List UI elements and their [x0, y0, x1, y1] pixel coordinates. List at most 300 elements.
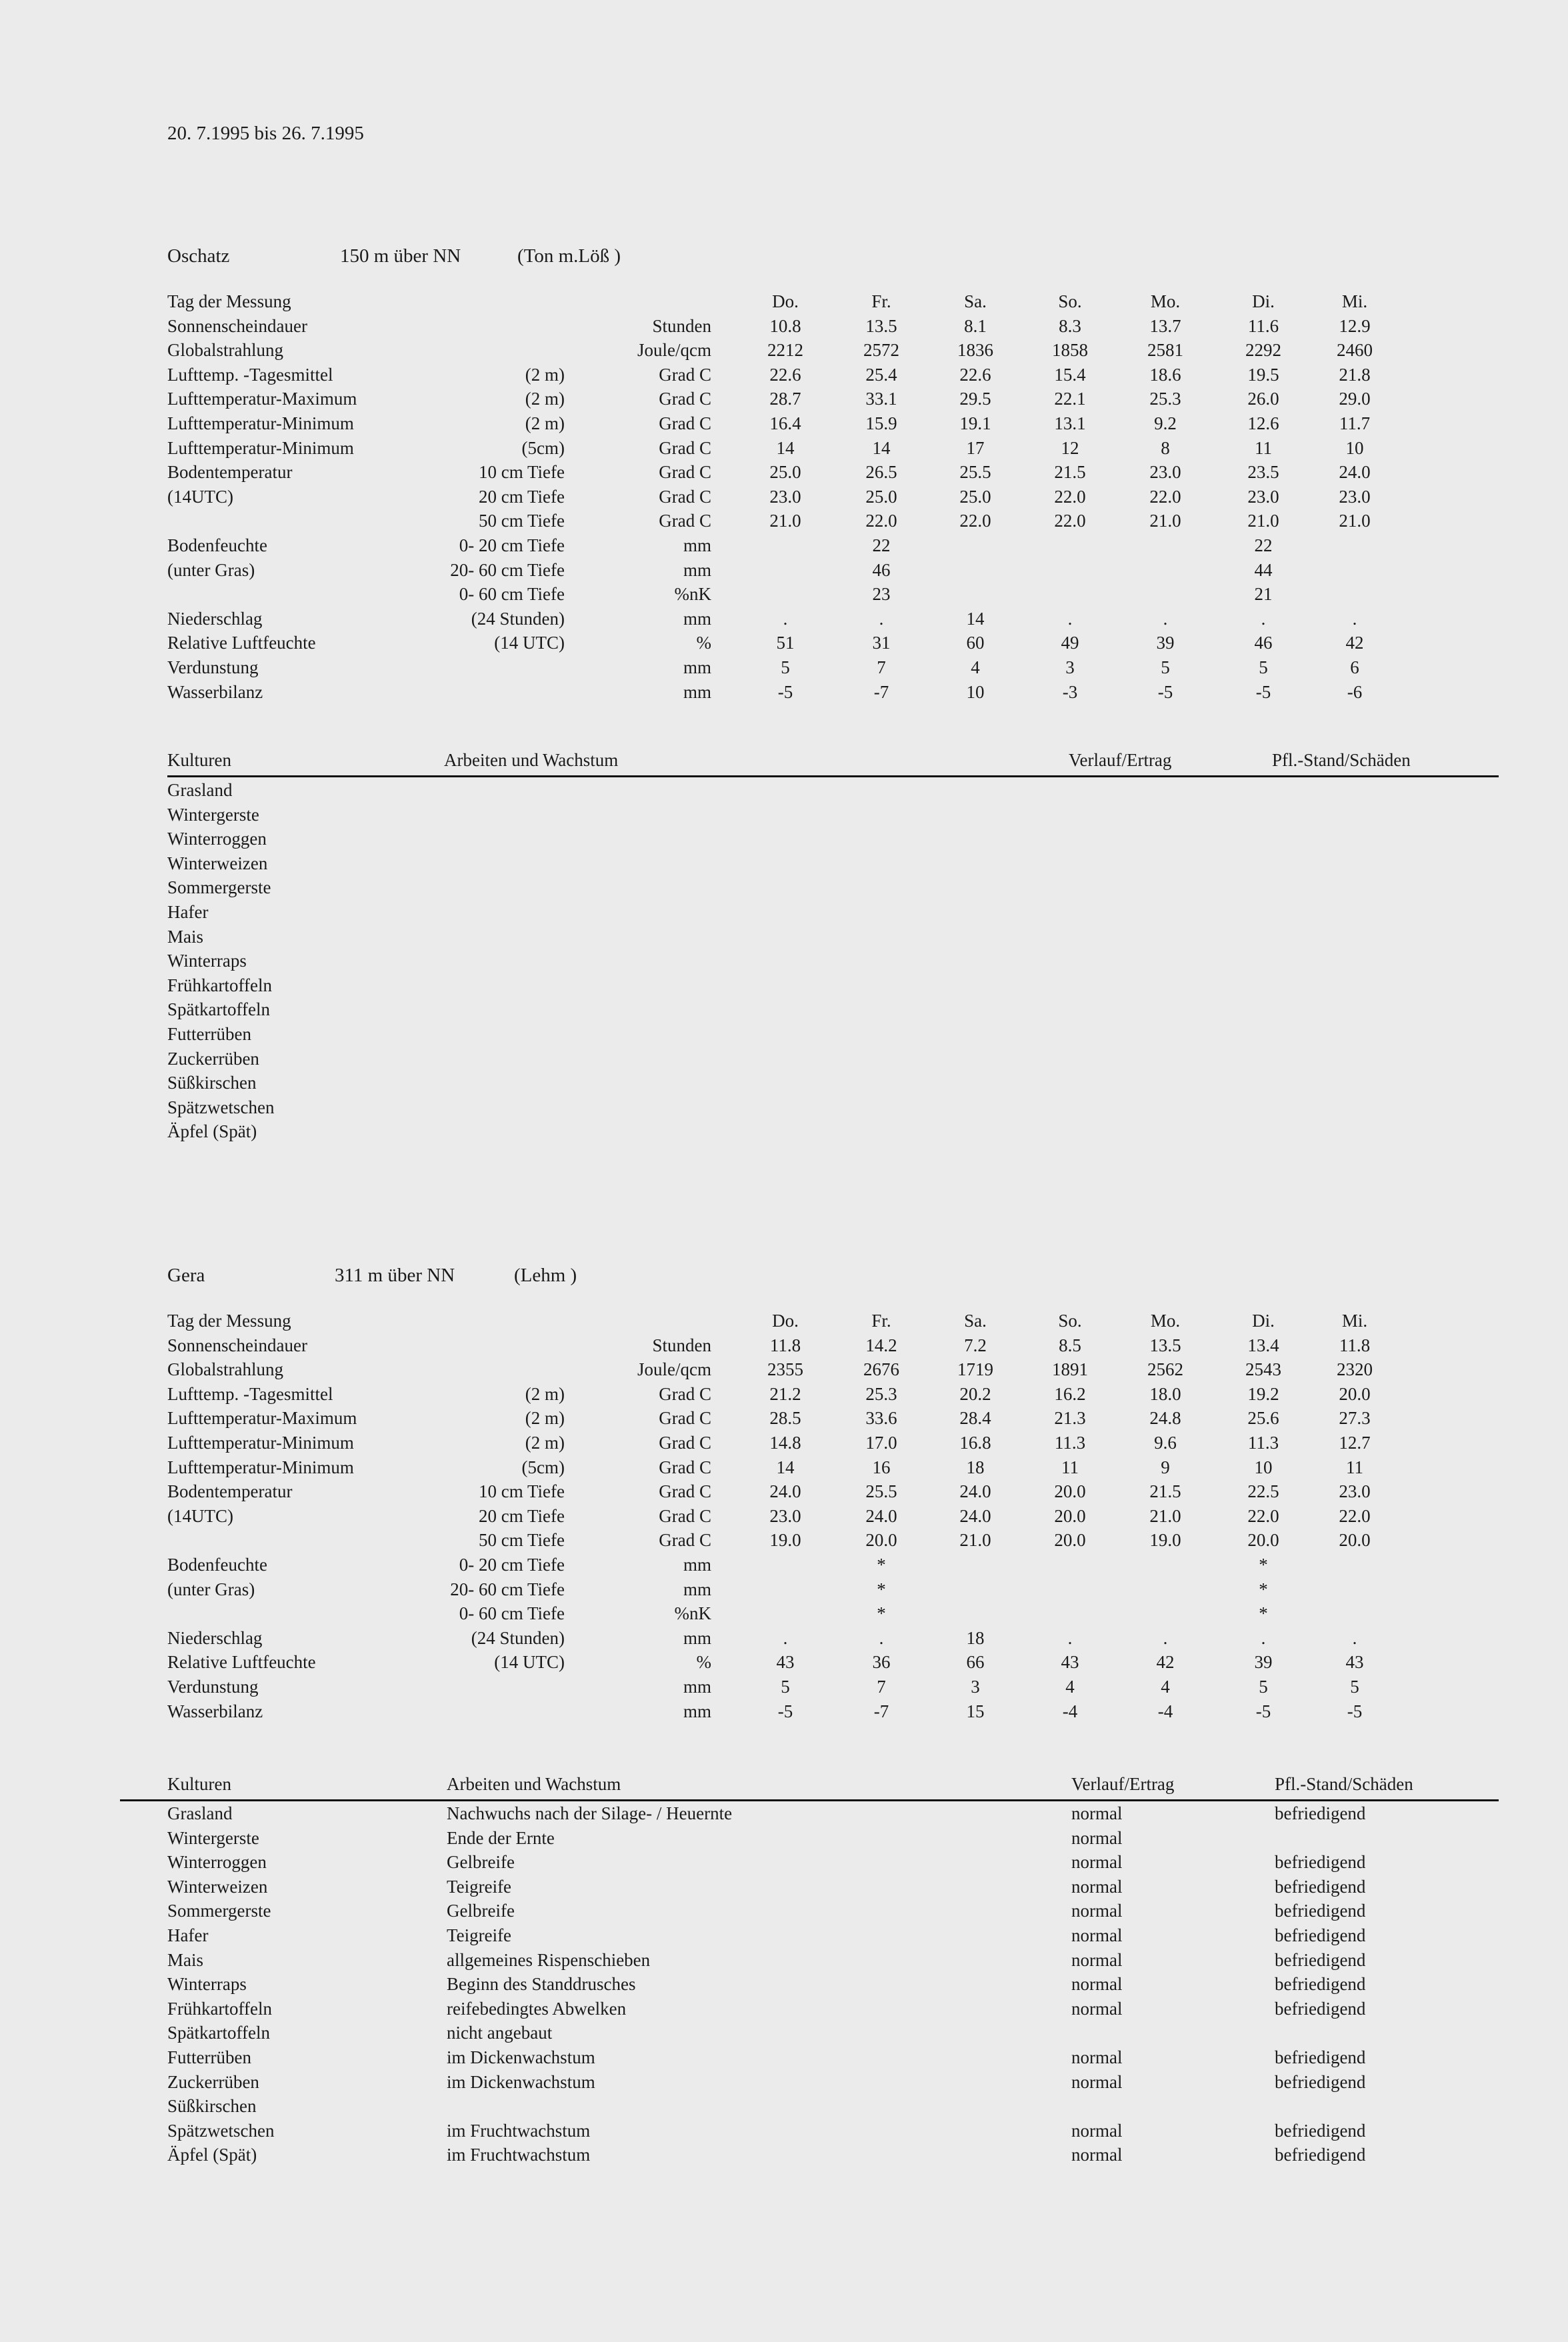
kultur-name: Sommergerste	[167, 1901, 271, 1921]
measurement-row	[0, 535, 1568, 559]
kultur-arbeiten: nicht angebaut	[447, 2023, 553, 2043]
day-label: Mo.	[1150, 291, 1181, 311]
value-cell: 51	[776, 633, 795, 653]
kultur-name: Winterraps	[167, 1974, 247, 1995]
value-cell: .	[1163, 608, 1168, 629]
row-label: Globalstrahlung	[167, 1359, 283, 1380]
kultur-stand: befriedigend	[1275, 2071, 1366, 2092]
kultur-verlauf: normal	[1071, 1827, 1123, 1848]
value-cell: 2212	[767, 340, 803, 361]
value-cell: 25.0	[959, 486, 991, 507]
day-label: Mi.	[1341, 291, 1368, 311]
kultur-name: Zuckerrüben	[167, 1048, 259, 1069]
row-label: Lufttemperatur-Maximum	[167, 1408, 357, 1429]
measurement-row	[0, 389, 1568, 413]
row-unit: Grad C	[659, 1457, 711, 1477]
row-spec: 20- 60 cm Tiefe	[450, 1579, 565, 1599]
kultur-row	[0, 1999, 1568, 2023]
row-label: Wasserbilanz	[167, 1701, 263, 1721]
value-cell: -5	[777, 681, 793, 702]
measurement-row	[0, 316, 1568, 340]
kultur-row	[0, 951, 1568, 975]
row-unit: mm	[683, 608, 711, 629]
row-unit: Grad C	[659, 364, 711, 385]
value-cell: .	[783, 1627, 788, 1648]
measurement-row	[0, 657, 1568, 681]
value-cell: 3	[1065, 657, 1075, 677]
day-label: Mo.	[1150, 1311, 1181, 1331]
row-unit: %nK	[674, 1603, 711, 1624]
value-cell: 11.8	[769, 1335, 801, 1355]
value-cell: 3	[971, 1677, 980, 1697]
row-spec: 0- 60 cm Tiefe	[459, 584, 565, 605]
row-unit: Grad C	[659, 437, 711, 458]
row-spec: 10 cm Tiefe	[478, 462, 565, 483]
day-label: Mi.	[1341, 1311, 1368, 1331]
value-cell: .	[783, 608, 788, 629]
day-label: So.	[1058, 291, 1082, 311]
row-spec: (24 Stunden)	[471, 608, 565, 629]
value-cell: *	[1259, 1603, 1268, 1624]
station-name: Oschatz	[167, 245, 230, 267]
value-cell: 15	[966, 1701, 985, 1721]
stand-col-header: Pfl.-Stand/Schäden	[1272, 750, 1411, 770]
value-cell: 14	[776, 437, 795, 458]
value-cell: 22.6	[769, 364, 801, 385]
kultur-row	[0, 1828, 1568, 1852]
row-unit: Stunden	[652, 315, 711, 336]
value-cell: 15.4	[1054, 364, 1086, 385]
row-label: Bodentemperatur	[167, 462, 293, 483]
kultur-stand: befriedigend	[1275, 1901, 1366, 1921]
value-cell: 13.7	[1149, 315, 1181, 336]
value-cell: -4	[1157, 1701, 1173, 1721]
value-cell: 25.5	[959, 462, 991, 483]
value-cell: 11	[1346, 1457, 1363, 1477]
value-cell: 12.7	[1339, 1433, 1371, 1453]
measurement-row	[0, 340, 1568, 364]
day-label: Do.	[772, 1311, 799, 1331]
row-unit: Grad C	[659, 1505, 711, 1526]
kultur-stand: befriedigend	[1275, 2145, 1366, 2165]
value-cell: 23.0	[1247, 486, 1279, 507]
value-cell: 5	[1350, 1677, 1359, 1697]
value-cell: -3	[1062, 681, 1078, 702]
kulturen-header	[0, 1774, 1568, 1798]
value-cell: 11.8	[1339, 1335, 1371, 1355]
row-spec: 50 cm Tiefe	[478, 511, 565, 531]
kultur-verlauf: normal	[1071, 1998, 1123, 2019]
value-cell: 21.0	[1149, 511, 1181, 531]
value-cell: 2543	[1245, 1359, 1281, 1380]
row-unit: %	[696, 1652, 711, 1673]
kultur-stand: befriedigend	[1275, 1998, 1366, 2019]
measurement-row	[0, 560, 1568, 584]
value-cell: 22.6	[959, 364, 991, 385]
value-cell: 33.6	[865, 1408, 897, 1429]
value-cell: 33.1	[865, 389, 897, 409]
row-label: Lufttemperatur-Minimum	[167, 1433, 354, 1453]
date-range: 20. 7.1995 bis 26. 7.1995	[167, 123, 364, 144]
row-label: Sonnenscheindauer	[167, 315, 307, 336]
value-cell: 18	[966, 1457, 985, 1477]
value-cell: 13.5	[865, 315, 897, 336]
value-cell: .	[1067, 608, 1073, 629]
kultur-verlauf: normal	[1071, 2071, 1123, 2092]
value-cell: 22	[1254, 535, 1273, 555]
kultur-arbeiten: im Dickenwachstum	[447, 2071, 595, 2092]
measurement-row	[0, 633, 1568, 657]
measurement-row	[0, 1359, 1568, 1383]
value-cell: *	[877, 1555, 886, 1575]
kultur-verlauf: normal	[1071, 1901, 1123, 1921]
station-height: 311 m über NN	[335, 1265, 455, 1286]
row-label: Verdunstung	[167, 1677, 259, 1697]
value-cell: 1719	[957, 1359, 993, 1380]
value-cell: 23.0	[769, 1505, 801, 1526]
kultur-verlauf: normal	[1071, 2120, 1123, 2141]
kultur-arbeiten: allgemeines Rispenschieben	[447, 1949, 651, 1970]
value-cell: 21.8	[1339, 364, 1371, 385]
row-unit: Grad C	[659, 1481, 711, 1502]
row-spec: (24 Stunden)	[471, 1627, 565, 1648]
row-unit: Grad C	[659, 486, 711, 507]
value-cell: 10	[966, 681, 985, 702]
kultur-row	[0, 902, 1568, 926]
row-unit: Grad C	[659, 413, 711, 433]
value-cell: 11.3	[1247, 1433, 1279, 1453]
row-label: Niederschlag	[167, 1627, 263, 1648]
row-label: Tag der Messung	[167, 291, 291, 311]
value-cell: 17	[966, 437, 985, 458]
kultur-arbeiten: Teigreife	[447, 1925, 512, 1945]
value-cell: .	[1352, 1627, 1357, 1648]
measurement-row	[0, 1408, 1568, 1432]
kultur-row	[0, 927, 1568, 951]
value-cell: -6	[1347, 681, 1363, 702]
value-cell: 20.0	[1054, 1530, 1086, 1551]
kultur-row	[0, 829, 1568, 853]
kultur-arbeiten: im Fruchtwachstum	[447, 2120, 591, 2141]
kultur-row	[0, 805, 1568, 829]
measurement-row	[0, 413, 1568, 437]
row-unit: %	[696, 633, 711, 653]
row-label: Bodenfeuchte	[167, 535, 267, 555]
value-cell: 18	[966, 1627, 985, 1648]
value-cell: 22.0	[1339, 1505, 1371, 1526]
row-unit: Grad C	[659, 1530, 711, 1551]
row-spec: (5cm)	[521, 437, 565, 458]
kulturen-col-header: Kulturen	[167, 750, 231, 770]
value-cell: 23.0	[1339, 1481, 1371, 1502]
kultur-name: Winterroggen	[167, 829, 267, 849]
row-unit: Joule/qcm	[637, 340, 711, 361]
kultur-name: Futterrüben	[167, 1024, 251, 1044]
kultur-name: Grasland	[167, 1803, 233, 1823]
row-unit: mm	[683, 1701, 711, 1721]
row-spec: (2 m)	[525, 364, 565, 385]
kultur-verlauf: normal	[1071, 2047, 1123, 2067]
row-spec: (2 m)	[525, 1433, 565, 1453]
row-label: Lufttemperatur-Maximum	[167, 389, 357, 409]
row-spec: (5cm)	[521, 1457, 565, 1477]
row-unit: Grad C	[659, 462, 711, 483]
row-label: Lufttemp. -Tagesmittel	[167, 364, 333, 385]
row-unit: mm	[683, 535, 711, 555]
row-spec: (2 m)	[525, 413, 565, 433]
value-cell: 12.9	[1339, 315, 1371, 336]
kultur-row	[0, 2023, 1568, 2047]
value-cell: 23.5	[1247, 462, 1279, 483]
value-cell: 9.2	[1154, 413, 1177, 433]
value-cell: -5	[1255, 1701, 1271, 1721]
value-cell: 43	[1345, 1652, 1364, 1673]
kultur-row	[0, 780, 1568, 804]
row-label: Relative Luftfeuchte	[167, 633, 316, 653]
value-cell: 28.7	[769, 389, 801, 409]
value-cell: 4	[1065, 1677, 1075, 1697]
day-header-row	[0, 291, 1568, 315]
value-cell: 22.0	[865, 511, 897, 531]
value-cell: 18.0	[1149, 1383, 1181, 1404]
value-cell: 16.8	[959, 1433, 991, 1453]
value-cell: 1891	[1052, 1359, 1088, 1380]
kultur-arbeiten: Gelbreife	[447, 1901, 515, 1921]
value-cell: 13.4	[1247, 1335, 1279, 1355]
value-cell: 22.0	[959, 511, 991, 531]
day-label: Di.	[1252, 291, 1275, 311]
value-cell: 21.0	[1247, 511, 1279, 531]
measurement-row	[0, 1603, 1568, 1627]
row-unit: Grad C	[659, 1408, 711, 1429]
value-cell: 14	[872, 437, 891, 458]
measurement-row	[0, 1555, 1568, 1579]
value-cell: 36	[872, 1652, 891, 1673]
day-label: Di.	[1252, 1311, 1275, 1331]
kultur-row	[0, 2145, 1568, 2169]
kulturen-col-header: Kulturen	[167, 1774, 231, 1794]
value-cell: 2676	[863, 1359, 899, 1380]
value-cell: 24.0	[959, 1481, 991, 1502]
value-cell: *	[877, 1579, 886, 1599]
row-unit: mm	[683, 1627, 711, 1648]
row-label: Verdunstung	[167, 657, 259, 677]
value-cell: 7.2	[964, 1335, 987, 1355]
value-cell: 4	[971, 657, 980, 677]
value-cell: 21.3	[1054, 1408, 1086, 1429]
row-unit: Grad C	[659, 389, 711, 409]
station-name: Gera	[167, 1265, 205, 1286]
value-cell: 24.0	[959, 1505, 991, 1526]
value-cell: 23.0	[1149, 462, 1181, 483]
value-cell: 8.3	[1059, 315, 1081, 336]
value-cell: 22.1	[1054, 389, 1086, 409]
header-rule	[167, 775, 1499, 777]
value-cell: -5	[1347, 1701, 1363, 1721]
value-cell: 21.5	[1054, 462, 1086, 483]
value-cell: 14.2	[865, 1335, 897, 1355]
row-label: Relative Luftfeuchte	[167, 1652, 316, 1673]
row-label: Bodentemperatur	[167, 1481, 293, 1502]
kultur-verlauf: normal	[1071, 1852, 1123, 1873]
kultur-name: Wintergerste	[167, 1827, 259, 1848]
value-cell: 5	[781, 1677, 790, 1697]
verlauf-col-header: Verlauf/Ertrag	[1069, 750, 1172, 770]
value-cell: 25.6	[1247, 1408, 1279, 1429]
kultur-stand: befriedigend	[1275, 1949, 1366, 1970]
day-label: Do.	[772, 291, 799, 311]
kultur-name: Süßkirschen	[167, 1073, 257, 1093]
value-cell: 21	[1254, 584, 1273, 605]
value-cell: 2355	[767, 1359, 803, 1380]
measurement-row	[0, 1530, 1568, 1554]
row-spec: 20- 60 cm Tiefe	[450, 559, 565, 580]
value-cell: 60	[966, 633, 985, 653]
value-cell: .	[1261, 1627, 1266, 1648]
value-cell: 22.0	[1149, 486, 1181, 507]
kultur-arbeiten: Ende der Ernte	[447, 1827, 555, 1848]
value-cell: 14.8	[769, 1433, 801, 1453]
kulturen-header	[0, 750, 1568, 774]
value-cell: 25.4	[865, 364, 897, 385]
row-unit: mm	[683, 657, 711, 677]
value-cell: 2562	[1147, 1359, 1183, 1380]
row-label: Lufttemperatur-Minimum	[167, 437, 354, 458]
value-cell: 1836	[957, 340, 993, 361]
value-cell: 12.6	[1247, 413, 1279, 433]
value-cell: -4	[1062, 1701, 1078, 1721]
kultur-name: Süßkirschen	[167, 2096, 257, 2117]
kultur-name: Äpfel (Spät)	[167, 2145, 257, 2165]
kultur-row	[0, 1803, 1568, 1827]
measurement-row	[0, 682, 1568, 706]
value-cell: 5	[1259, 1677, 1268, 1697]
measurement-row	[0, 438, 1568, 462]
kultur-name: Winterweizen	[167, 1876, 268, 1897]
row-spec: 50 cm Tiefe	[478, 1530, 565, 1551]
value-cell: 10	[1254, 1457, 1273, 1477]
row-spec: 0- 20 cm Tiefe	[459, 535, 565, 555]
row-unit: Joule/qcm	[637, 1359, 711, 1380]
kultur-name: Spätkartoffeln	[167, 999, 270, 1020]
value-cell: 9	[1161, 1457, 1170, 1477]
measurement-row	[0, 1652, 1568, 1676]
value-cell: 43	[776, 1652, 795, 1673]
row-spec: (2 m)	[525, 1383, 565, 1404]
kultur-row	[0, 1121, 1568, 1145]
kultur-row	[0, 1024, 1568, 1048]
measurement-row	[0, 462, 1568, 486]
value-cell: 46	[1254, 633, 1273, 653]
kultur-arbeiten: im Dickenwachstum	[447, 2047, 595, 2067]
value-cell: 25.0	[769, 462, 801, 483]
kultur-name: Frühkartoffeln	[167, 975, 272, 995]
kultur-name: Mais	[167, 926, 203, 947]
value-cell: *	[877, 1603, 886, 1624]
kultur-stand: befriedigend	[1275, 2120, 1366, 2141]
value-cell: 7	[877, 1677, 886, 1697]
row-unit: mm	[683, 1555, 711, 1575]
kultur-row	[0, 1974, 1568, 1998]
value-cell: *	[1259, 1579, 1268, 1599]
value-cell: 23	[872, 584, 891, 605]
value-cell: 10.8	[769, 315, 801, 336]
value-cell: .	[1352, 608, 1357, 629]
row-label: Tag der Messung	[167, 1311, 291, 1331]
value-cell: 29.0	[1339, 389, 1371, 409]
value-cell: 25.3	[1149, 389, 1181, 409]
value-cell: 1858	[1052, 340, 1088, 361]
row-unit: mm	[683, 1677, 711, 1697]
value-cell: 2572	[863, 340, 899, 361]
value-cell: 12	[1061, 437, 1079, 458]
row-label: (unter Gras)	[167, 559, 255, 580]
value-cell: 29.5	[959, 389, 991, 409]
value-cell: .	[1067, 1627, 1073, 1648]
kultur-verlauf: normal	[1071, 1876, 1123, 1897]
value-cell: 66	[966, 1652, 985, 1673]
value-cell: 18.6	[1149, 364, 1181, 385]
value-cell: 20.0	[1247, 1530, 1279, 1551]
row-label: Lufttemperatur-Minimum	[167, 413, 354, 433]
kultur-name: Sommergerste	[167, 877, 271, 898]
value-cell: 8.1	[964, 315, 987, 336]
day-label: So.	[1058, 1311, 1082, 1331]
kultur-name: Winterweizen	[167, 853, 268, 873]
measurement-row	[0, 365, 1568, 389]
value-cell: 19.0	[769, 1530, 801, 1551]
row-unit: %nK	[674, 584, 711, 605]
measurement-row	[0, 1506, 1568, 1530]
value-cell: 2581	[1147, 340, 1183, 361]
kultur-row	[0, 1852, 1568, 1876]
kultur-arbeiten: Gelbreife	[447, 1852, 515, 1873]
measurement-row	[0, 1481, 1568, 1505]
value-cell: 5	[1259, 657, 1268, 677]
value-cell: .	[879, 1627, 884, 1648]
station-soil: (Lehm )	[514, 1265, 577, 1286]
value-cell: 2292	[1245, 340, 1281, 361]
measurement-row	[0, 609, 1568, 633]
value-cell: 20.0	[1054, 1481, 1086, 1502]
row-unit: mm	[683, 681, 711, 702]
value-cell: 8	[1161, 437, 1170, 458]
kultur-row	[0, 853, 1568, 877]
value-cell: 21.2	[769, 1383, 801, 1404]
measurement-row	[0, 1701, 1568, 1725]
value-cell: 44	[1254, 559, 1273, 580]
kultur-row	[0, 999, 1568, 1023]
kultur-stand: befriedigend	[1275, 1803, 1366, 1823]
row-label: Globalstrahlung	[167, 340, 283, 361]
kultur-row	[0, 2121, 1568, 2145]
value-cell: 24.8	[1149, 1408, 1181, 1429]
value-cell: 39	[1156, 633, 1175, 653]
value-cell: 21.0	[959, 1530, 991, 1551]
value-cell: 11.7	[1339, 413, 1371, 433]
row-unit: Grad C	[659, 1433, 711, 1453]
value-cell: 28.4	[959, 1408, 991, 1429]
kultur-arbeiten: Teigreife	[447, 1876, 512, 1897]
kultur-name: Hafer	[167, 902, 209, 922]
kultur-row	[0, 1925, 1568, 1949]
value-cell: 7	[877, 657, 886, 677]
kultur-name: Spätzwetschen	[167, 1097, 275, 1117]
kultur-name: Mais	[167, 1949, 203, 1970]
value-cell: 5	[1161, 657, 1170, 677]
value-cell: .	[879, 608, 884, 629]
kultur-stand: befriedigend	[1275, 1852, 1366, 1873]
